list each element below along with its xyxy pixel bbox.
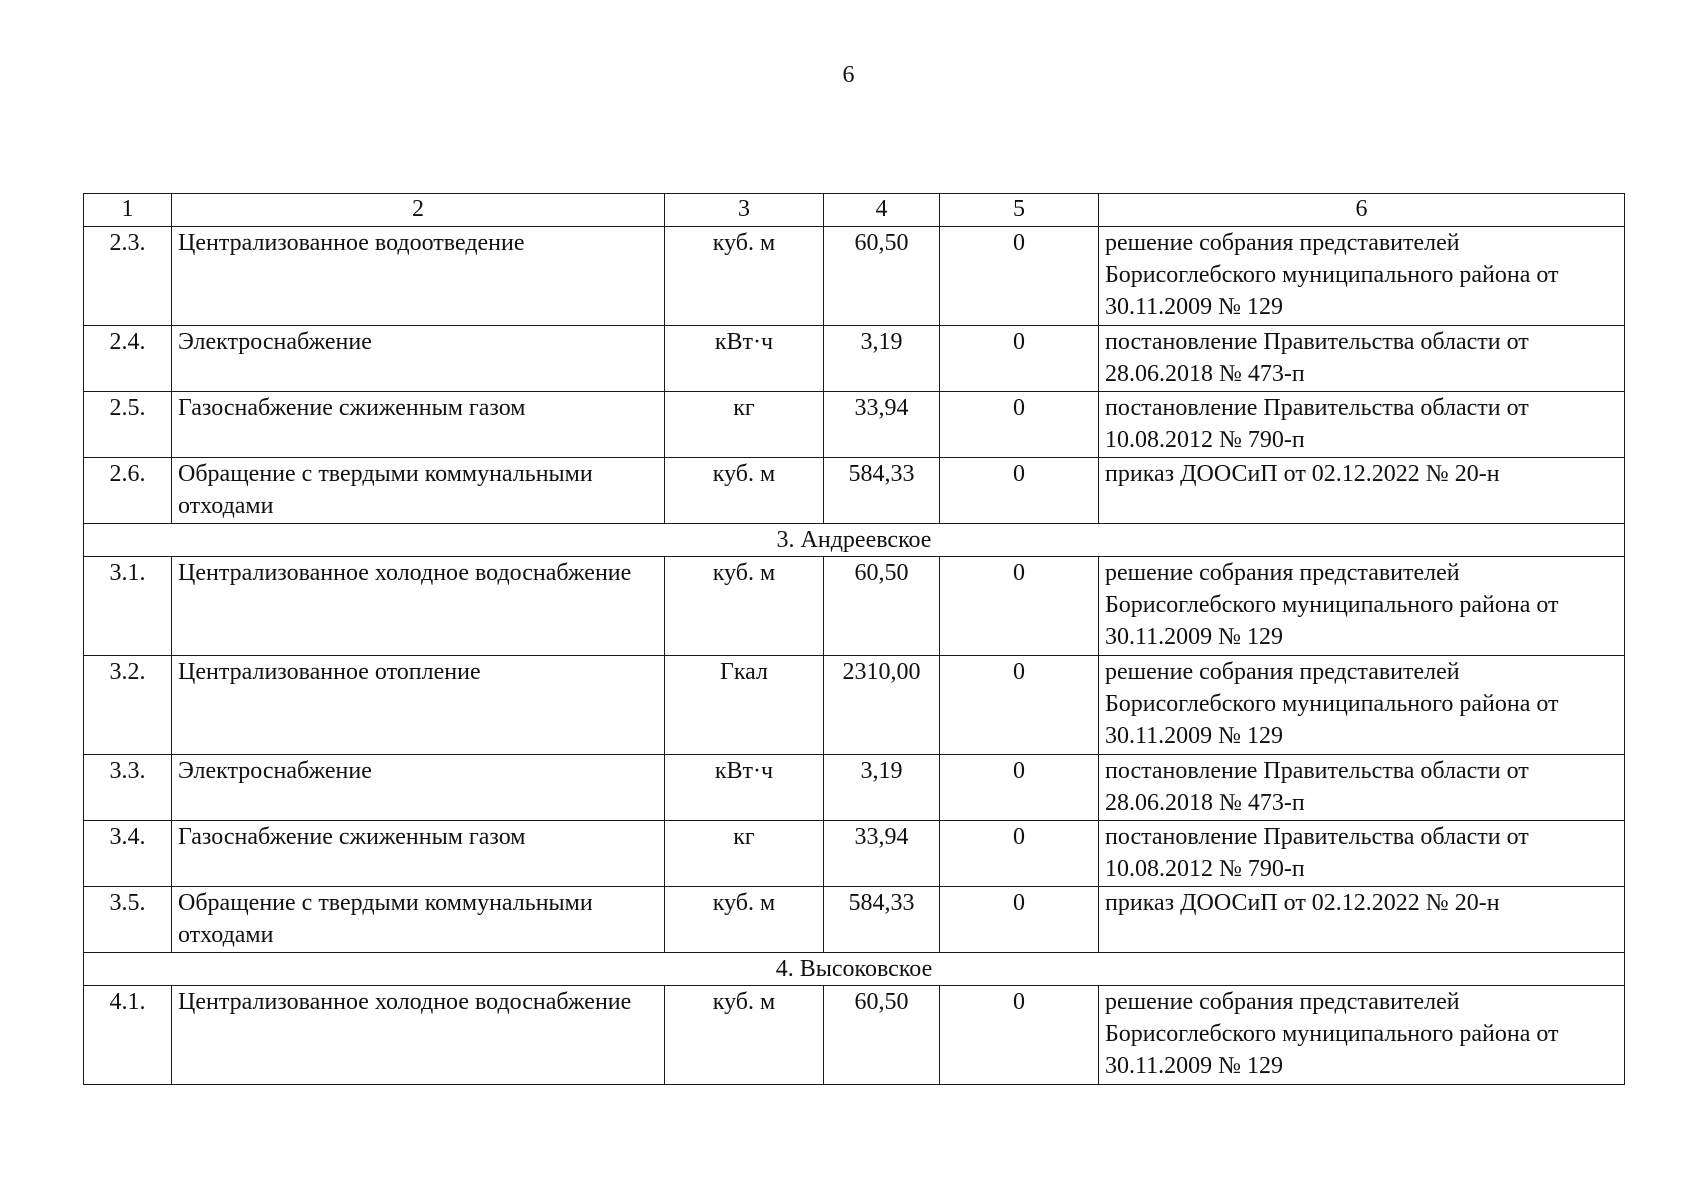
legal-basis-cell: приказ ДООСиП от 02.12.2022 № 20-н	[1099, 887, 1625, 953]
norm-value-cell: 60,50	[824, 557, 940, 656]
unit-cell: кг	[665, 821, 824, 887]
row-number-cell: 3.2.	[84, 656, 172, 755]
column-5-cell: 0	[940, 755, 1099, 821]
table-row	[84, 656, 1625, 755]
unit-cell: кВт·ч	[665, 755, 824, 821]
legal-basis-cell: постановление Правительства области от 28.06.2018 № 473-п	[1099, 755, 1625, 821]
table-row	[84, 227, 1625, 326]
page-number: 6	[842, 62, 855, 88]
table-row	[84, 392, 1625, 458]
legal-basis-cell: решение собрания представителей Борисоглебского муниципального района от 30.11.2009 № 129	[1099, 656, 1625, 755]
norm-value-cell: 60,50	[824, 227, 940, 326]
service-name-cell: Электроснабжение	[172, 755, 665, 821]
column-5-cell: 0	[940, 227, 1099, 326]
header-cell-3: 3	[665, 194, 824, 227]
row-number-cell: 3.5.	[84, 887, 172, 953]
header-cell-6: 6	[1099, 194, 1625, 227]
column-5-cell: 0	[940, 656, 1099, 755]
norm-value-cell: 2310,00	[824, 656, 940, 755]
section-row	[84, 953, 1625, 986]
table-row	[84, 755, 1625, 821]
legal-basis-cell: приказ ДООСиП от 02.12.2022 № 20-н	[1099, 458, 1625, 524]
service-name-cell: Централизованное отопление	[172, 656, 665, 755]
service-name-cell: Централизованное водоотведение	[172, 227, 665, 326]
legal-basis-cell: постановление Правительства области от 10.08.2012 № 790-п	[1099, 392, 1625, 458]
header-cell-2: 2	[172, 194, 665, 227]
table-row	[84, 557, 1625, 656]
column-5-cell: 0	[940, 326, 1099, 392]
section-title: 3. Андреевское	[84, 524, 1625, 557]
table-row	[84, 458, 1625, 524]
row-number-cell: 2.4.	[84, 326, 172, 392]
row-number-cell: 4.1.	[84, 986, 172, 1085]
tariff-table	[83, 193, 1625, 1085]
unit-cell: кг	[665, 392, 824, 458]
norm-value-cell: 584,33	[824, 887, 940, 953]
norm-value-cell: 3,19	[824, 326, 940, 392]
unit-cell: куб. м	[665, 458, 824, 524]
service-name-cell: Обращение с твердыми коммунальными отходами	[172, 887, 665, 953]
header-cell-1: 1	[84, 194, 172, 227]
legal-basis-cell: решение собрания представителей Борисоглебского муниципального района от 30.11.2009 № 129	[1099, 227, 1625, 326]
table-header-row	[84, 194, 1625, 227]
service-name-cell: Централизованное холодное водоснабжение	[172, 557, 665, 656]
section-title: 4. Высоковское	[84, 953, 1625, 986]
column-5-cell: 0	[940, 821, 1099, 887]
legal-basis-cell: решение собрания представителей Борисоглебского муниципального района от 30.11.2009 № 129	[1099, 557, 1625, 656]
header-cell-4: 4	[824, 194, 940, 227]
row-number-cell: 3.1.	[84, 557, 172, 656]
column-5-cell: 0	[940, 887, 1099, 953]
unit-cell: куб. м	[665, 557, 824, 656]
table-row	[84, 986, 1625, 1085]
legal-basis-cell: решение собрания представителей Борисоглебского муниципального района от 30.11.2009 № 129	[1099, 986, 1625, 1085]
header-cell-5: 5	[940, 194, 1099, 227]
norm-value-cell: 3,19	[824, 755, 940, 821]
service-name-cell: Электроснабжение	[172, 326, 665, 392]
column-5-cell: 0	[940, 986, 1099, 1085]
service-name-cell: Газоснабжение сжиженным газом	[172, 821, 665, 887]
row-number-cell: 3.4.	[84, 821, 172, 887]
table-row	[84, 821, 1625, 887]
service-name-cell: Газоснабжение сжиженным газом	[172, 392, 665, 458]
row-number-cell: 2.5.	[84, 392, 172, 458]
norm-value-cell: 33,94	[824, 821, 940, 887]
row-number-cell: 3.3.	[84, 755, 172, 821]
service-name-cell: Обращение с твердыми коммунальными отходами	[172, 458, 665, 524]
unit-cell: куб. м	[665, 986, 824, 1085]
table-row	[84, 326, 1625, 392]
legal-basis-cell: постановление Правительства области от 28.06.2018 № 473-п	[1099, 326, 1625, 392]
service-name-cell: Централизованное холодное водоснабжение	[172, 986, 665, 1085]
unit-cell: кВт·ч	[665, 326, 824, 392]
row-number-cell: 2.6.	[84, 458, 172, 524]
norm-value-cell: 33,94	[824, 392, 940, 458]
norm-value-cell: 60,50	[824, 986, 940, 1085]
unit-cell: куб. м	[665, 887, 824, 953]
row-number-cell: 2.3.	[84, 227, 172, 326]
legal-basis-cell: постановление Правительства области от 10.08.2012 № 790-п	[1099, 821, 1625, 887]
column-5-cell: 0	[940, 392, 1099, 458]
norm-value-cell: 584,33	[824, 458, 940, 524]
section-row	[84, 524, 1625, 557]
table-row	[84, 887, 1625, 953]
unit-cell: куб. м	[665, 227, 824, 326]
column-5-cell: 0	[940, 557, 1099, 656]
unit-cell: Гкал	[665, 656, 824, 755]
column-5-cell: 0	[940, 458, 1099, 524]
